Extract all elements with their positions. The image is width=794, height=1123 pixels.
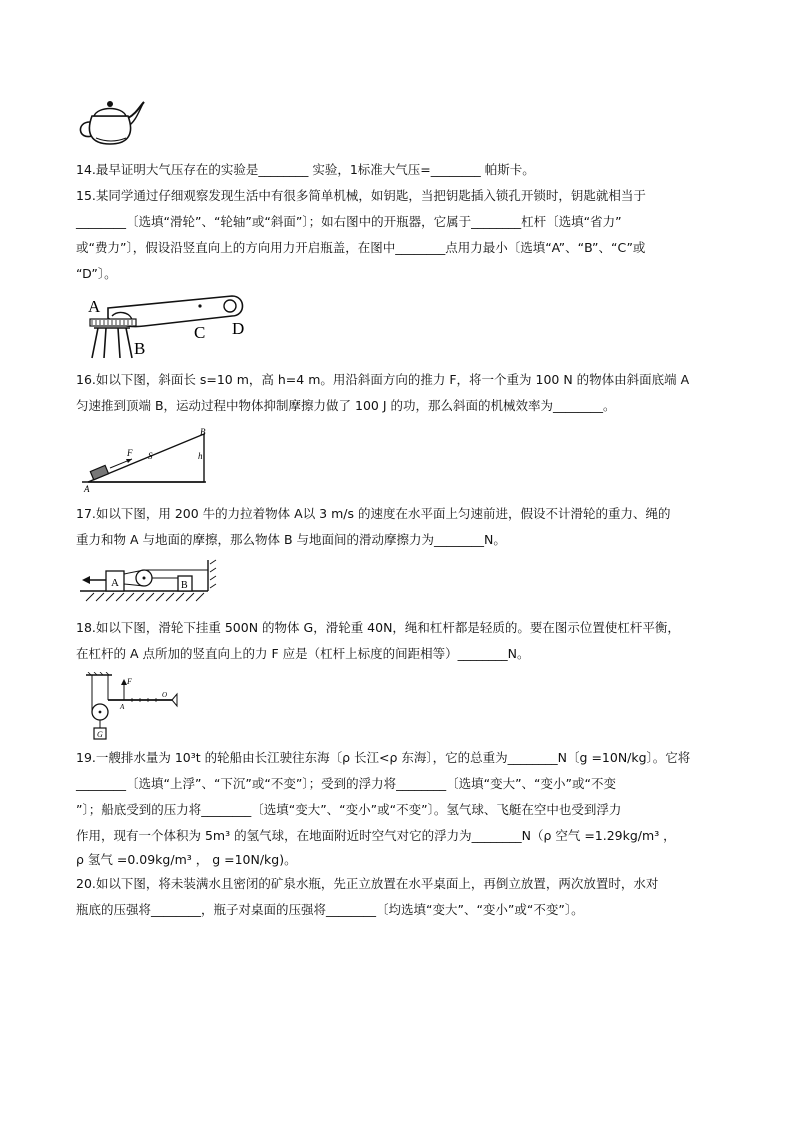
- question-16-line-2: 匀速推到顶端 B，运动过程中物体抑制摩擦力做了 100 J 的功，那么斜面的机械效率为________。: [76, 398, 616, 413]
- incline-label-a: A: [84, 484, 90, 494]
- incline-label-f: F: [127, 448, 133, 458]
- incline-label-b: B: [200, 427, 206, 437]
- opener-label-b: B: [134, 339, 146, 358]
- question-19-line-3: ”〕；船底受到的压力将________〔选填“变大”、“变小”或“不变”〕。氢气球、飞艇在空中也受到浮力: [76, 802, 622, 817]
- question-15-line-4: “D”〕。: [76, 266, 117, 281]
- incline-label-s: S: [148, 451, 153, 461]
- teapot-figure: [76, 92, 146, 148]
- question-15-line-1: 15.某同学通过仔细观察发现生活中有很多简单机械，如钥匙，当把钥匙插入锁孔开锁时，钥匙就相当于: [76, 188, 646, 203]
- question-14-line-1: 14.最早证明大气压存在的实验是________ 实验，1标准大气压=________ 帕斯卡。: [76, 162, 535, 177]
- question-16-line-1: 16.如以下图，斜面长 s=10 m，高 h=4 m。用沿斜面方向的推力 F，将一个重为 100 N 的物体由斜面底端 A: [76, 372, 690, 387]
- opener-label-d: D: [232, 319, 245, 338]
- question-15-line-3: 或“费力”〕，假设沿竖直向上的方向用力开启瓶盖，在图中________点用力最小〔选填“A”、“B”、“C”或: [76, 240, 646, 255]
- question-19-line-4: 作用，现有一个体积为 5m³ 的氢气球，在地面附近时空气对它的浮力为________N（ρ 空气 =1.29kg/m³ ，: [76, 828, 676, 843]
- lever-label-f: F: [127, 677, 132, 686]
- question-17-line-1: 17.如以下图，用 200 牛的力拉着物体 A以 3 m/s 的速度在水平面上匀速前进，假设不计滑轮的重力、绳的: [76, 506, 671, 521]
- question-19-line-1: 19.一艘排水量为 10³t 的轮船由长江驶往东海〔ρ 长江<ρ 东海〕，它的总重为________N〔g =10N/kg〕。它将: [76, 750, 691, 765]
- bottle-opener-figure: [84, 294, 254, 360]
- question-20-line-2: 瓶底的压强将________，瓶子对桌面的压强将________〔均选填“变大”、“变小”或“不变”〕。: [76, 902, 584, 917]
- pulley-ground-figure: [80, 558, 220, 602]
- lever-label-o: O: [162, 691, 168, 699]
- pulley-label-b: B: [181, 580, 188, 591]
- question-18-line-2: 在杠杆的 A 点所加的竖直向上的力 F 应是（杠杆上标度的间距相等）________N。: [76, 646, 530, 661]
- pulley-label-a: A: [111, 577, 119, 589]
- question-18-line-1: 18.如以下图，滑轮下挂重 500N 的物体 G，滑轮重 40N，绳和杠杆都是轻质的。要在图示位置使杠杆平衡，: [76, 620, 680, 635]
- opener-label-a: A: [88, 297, 101, 316]
- lever-label-g: G: [97, 730, 103, 739]
- question-19-line-2: ________〔选填“上浮”、“下沉”或“不变”〕；受到的浮力将________〔选填“变大”、“变小”或“不变: [76, 776, 616, 791]
- question-19-line-5: ρ 氢气 =0.09kg/m³ ， g =10N/kg)。: [76, 852, 297, 867]
- incline-figure: [82, 426, 214, 496]
- opener-label-c: C: [194, 323, 206, 342]
- lever-pulley-figure: [82, 672, 182, 742]
- lever-label-a: A: [120, 703, 125, 711]
- question-20-line-1: 20.如以下图，将未装满水且密闭的矿泉水瓶，先正立放置在水平桌面上，再倒立放置，两次放置时，水对: [76, 876, 659, 891]
- incline-label-h: h: [198, 451, 203, 461]
- question-17-line-2: 重力和物 A 与地面的摩擦，那么物体 B 与地面间的滑动摩擦力为________N。: [76, 532, 506, 547]
- question-15-line-2: ________〔选填“滑轮”、“轮轴”或“斜面”〕；如右图中的开瓶器，它属于________杠杆〔选填“省力”: [76, 214, 622, 229]
